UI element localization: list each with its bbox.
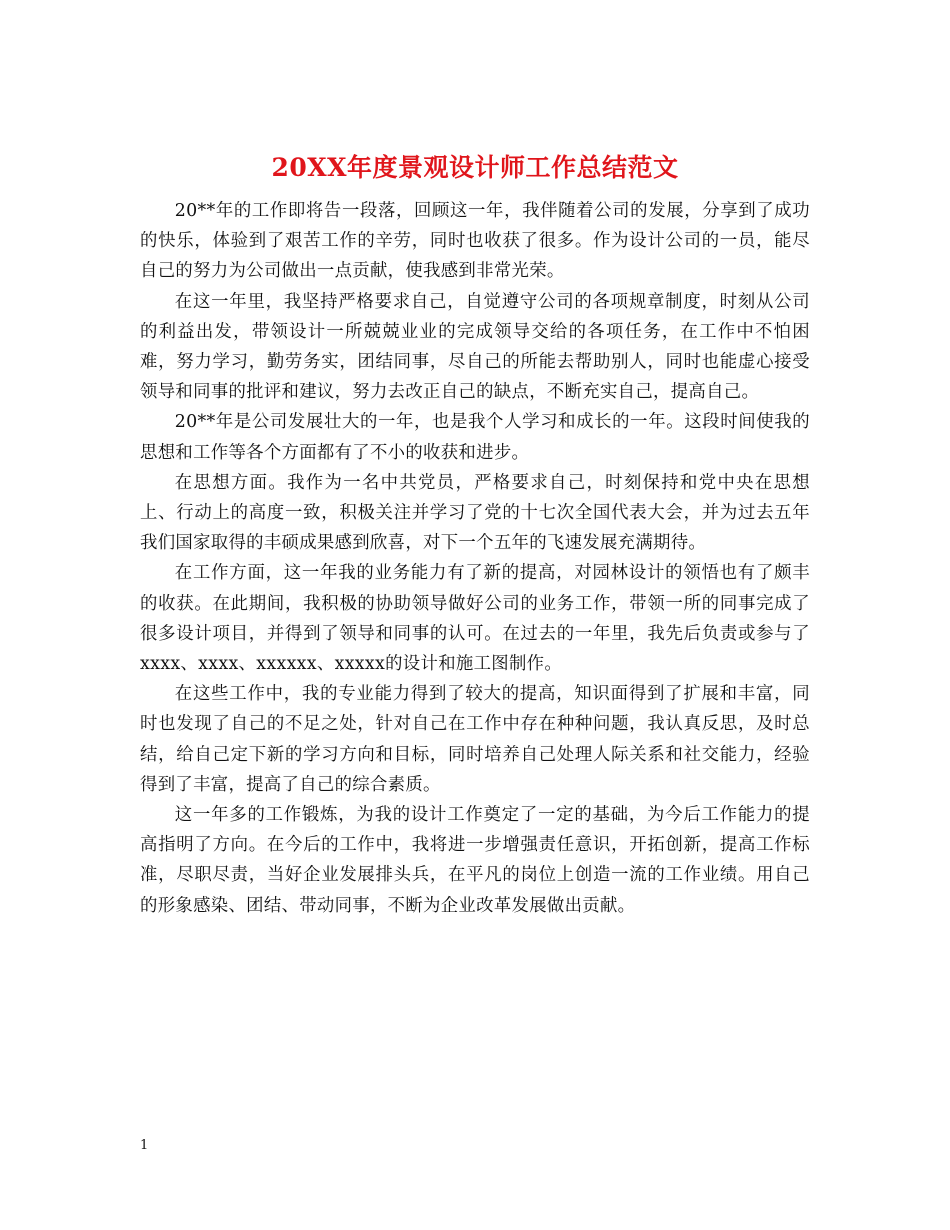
paragraph-1: 20**年的工作即将告一段落，回顾这一年，我伴随着公司的发展，分享到了成功的快乐，体验到了艰苦工作的辛劳，同时也收获了很多。作为设计公司的一员，能尽自己的努力为公司做出一点贡献，使我感到非常光荣。 <box>140 201 810 282</box>
paragraph-2: 在这一年里，我坚持严格要求自己，自觉遵守公司的各项规章制度，时刻从公司的利益出发，带领设计一所兢兢业业的完成领导交给的各项任务，在工作中不怕困难，努力学习，勤劳务实，团结同事，尽自己的所能去帮助别人，同时也能虚心接受领导和同事的批评和建议，努力去改正自己的缺点，不断充实自己，提高自己。 <box>140 291 810 403</box>
document-title: 20XX年度景观设计师工作总结范文 <box>271 152 679 182</box>
paragraph-4: 在思想方面。我作为一名中共党员，严格要求自己，时刻保持和党中央在思想上、行动上的高度一致，积极关注并学习了党的十七次全国代表大会，并为过去五年我们国家取得的丰硕成果感到欣喜，对下一个五年的飞速发展充满期待。 <box>140 472 810 554</box>
paragraph-7: 这一年多的工作锻炼，为我的设计工作奠定了一定的基础，为今后工作能力的提高指明了方向。在今后的工作中，我将进一步增强责任意识，开拓创新，提高工作标准，尽职尽责，当好企业发展排头兵，在平凡的岗位上创造一流的工作业绩。用自己的形象感染、团结、带动同事，不断为企业改革发展做出贡献。 <box>140 805 810 916</box>
paragraph-6: 在这些工作中，我的专业能力得到了较大的提高，知识面得到了扩展和丰富，同时也发现了自己的不足之处，针对自己在工作中存在种种问题，我认真反思，及时总结，给自己定下新的学习方向和目标，同时培养自己处理人际关系和社交能力，经验得到了丰富，提高了自己的综合素质。 <box>140 684 810 795</box>
paragraph-5: 在工作方面，这一年我的业务能力有了新的提高，对园林设计的领悟也有了颇丰的收获。在此期间，我积极的协助领导做好公司的业务工作，带领一所的同事完成了很多设计项目，并得到了领导和同事的认可。在过去的一年里，我先后负责或参与了xxxx、xxxx、xxxxxx、xxxxx的设计和施工图制作。 <box>140 563 810 675</box>
document-body <box>140 196 810 921</box>
paragraph-3: 20**年是公司发展壮大的一年，也是我个人学习和成长的一年。这段时间使我的思想和工作等各个方面都有了不小的收获和进步。 <box>140 412 810 463</box>
page-number: 1 <box>140 1138 149 1153</box>
